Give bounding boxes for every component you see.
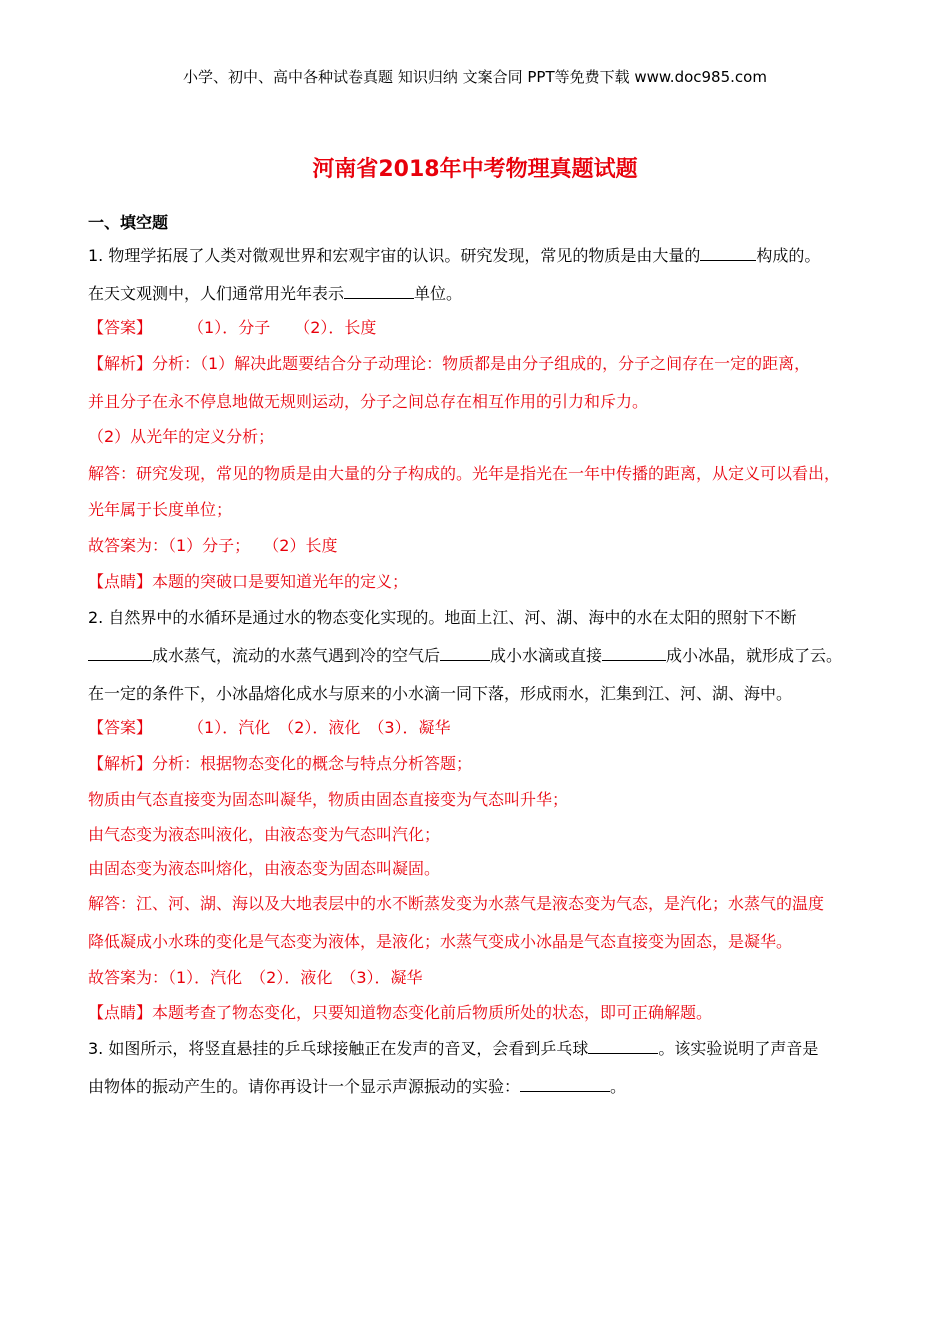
q2-note: 【点睛】本题考查了物态变化，只要知道物态变化前后物质所处的状态，即可正确解题。	[88, 1003, 713, 1022]
answer-label: 【答案】	[88, 318, 153, 337]
answer-blank	[700, 246, 756, 261]
answer-blank	[440, 646, 490, 661]
q1-text: 单位。	[414, 284, 463, 303]
q1-line-2	[88, 281, 462, 307]
q1-final-answer: 故答案为：（1）分子； （2）长度	[88, 536, 338, 555]
answer-text: （1）．汽化 （2）．液化 （3）．凝华	[188, 718, 451, 737]
document-title: 河南省2018年中考物理真题试题	[312, 157, 638, 182]
q2-text: 成小冰晶，就形成了云。	[666, 646, 843, 665]
answer-label: 【答案】	[88, 718, 153, 737]
q2-solution-2: 降低凝成小水珠的变化是气态变为液体，是液化；水蒸气变成小冰晶是气态直接变为固态，是凝华。	[88, 932, 793, 951]
q2-analysis-4: 由固态变为液态叫熔化，由液态变为固态叫凝固。	[88, 859, 441, 878]
q3-text: 由物体的振动产生的。请你再设计一个显示声源振动的实验：	[88, 1077, 521, 1096]
q2-analysis-2: 物质由气态直接变为固态叫凝华，物质由固态直接变为气态叫升华；	[88, 790, 569, 809]
q1-analysis-2: 并且分子在永不停息地做无规则运动，分子之间总存在相互作用的引力和斥力。	[88, 392, 649, 411]
q1-answer	[88, 315, 376, 341]
q2-analysis-1: 【解析】分析：根据物态变化的概念与特点分析答题；	[88, 754, 473, 773]
q1-text: 构成的。	[756, 246, 821, 265]
q2-line-1: 2. 自然界中的水循环是通过水的物态变化实现的。地面上江、河、湖、海中的水在太阳的照射下不断	[88, 608, 797, 627]
q2-line-3: 在一定的条件下，小冰晶熔化成水与原来的小水滴一同下落，形成雨水，汇集到江、河、湖、海中。	[88, 684, 793, 703]
q2-solution-1: 解答：江、河、湖、海以及大地表层中的水不断蒸发变为水蒸气是液态变为气态，是汽化；水蒸气的温度	[88, 894, 825, 913]
section-heading: 一、填空题	[88, 213, 169, 232]
q1-text: 在天文观测中，人们通常用光年表示	[88, 284, 345, 303]
answer-blank	[602, 646, 666, 661]
q1-note: 【点睛】本题的突破口是要知道光年的定义；	[88, 572, 409, 591]
q2-text: 成水蒸气，流动的水蒸气遇到冷的空气后	[152, 646, 441, 665]
page-header: 小学、初中、高中各种试卷真题 知识归纳 文案合同 PPT等免费下载 www.doc985.com	[183, 68, 767, 86]
answer-text: （1）．分子 （2）．长度	[188, 318, 377, 337]
q1-solution-1: 解答：研究发现，常见的物质是由大量的分子构成的。光年是指光在一年中传播的距离，从定义可以看出，	[88, 464, 841, 483]
q3-line-2	[88, 1074, 626, 1100]
q1-solution-2: 光年属于长度单位；	[88, 500, 233, 519]
q3-text: 。该实验说明了声音是	[658, 1039, 819, 1058]
answer-blank	[88, 646, 152, 661]
q3-line-1	[88, 1036, 818, 1062]
q2-text: 成小水滴或直接	[490, 646, 603, 665]
q1-text: 1. 物理学拓展了人类对微观世界和宏观宇宙的认识。研究发现，常见的物质是由大量的	[88, 246, 701, 265]
q1-line-1	[88, 243, 820, 269]
q3-text: 3. 如图所示，将竖直悬挂的乒乓球接触正在发声的音叉，会看到乒乓球	[88, 1039, 589, 1058]
q2-answer	[88, 715, 451, 741]
q2-line-2	[88, 643, 842, 669]
answer-blank	[344, 284, 414, 299]
q1-analysis-1: 【解析】分析：（1）解决此题要结合分子动理论：物质都是由分子组成的，分子之间存在一定的距离，	[88, 354, 811, 373]
answer-blank	[588, 1039, 658, 1054]
q2-analysis-3: 由气态变为液态叫液化，由液态变为气态叫汽化；	[88, 825, 441, 844]
q3-text: 。	[610, 1077, 627, 1096]
q2-final-answer: 故答案为：（1）．汽化 （2）．液化 （3）．凝华	[88, 968, 423, 987]
answer-blank	[520, 1077, 610, 1092]
q1-analysis-3: （2）从光年的定义分析；	[88, 427, 275, 446]
